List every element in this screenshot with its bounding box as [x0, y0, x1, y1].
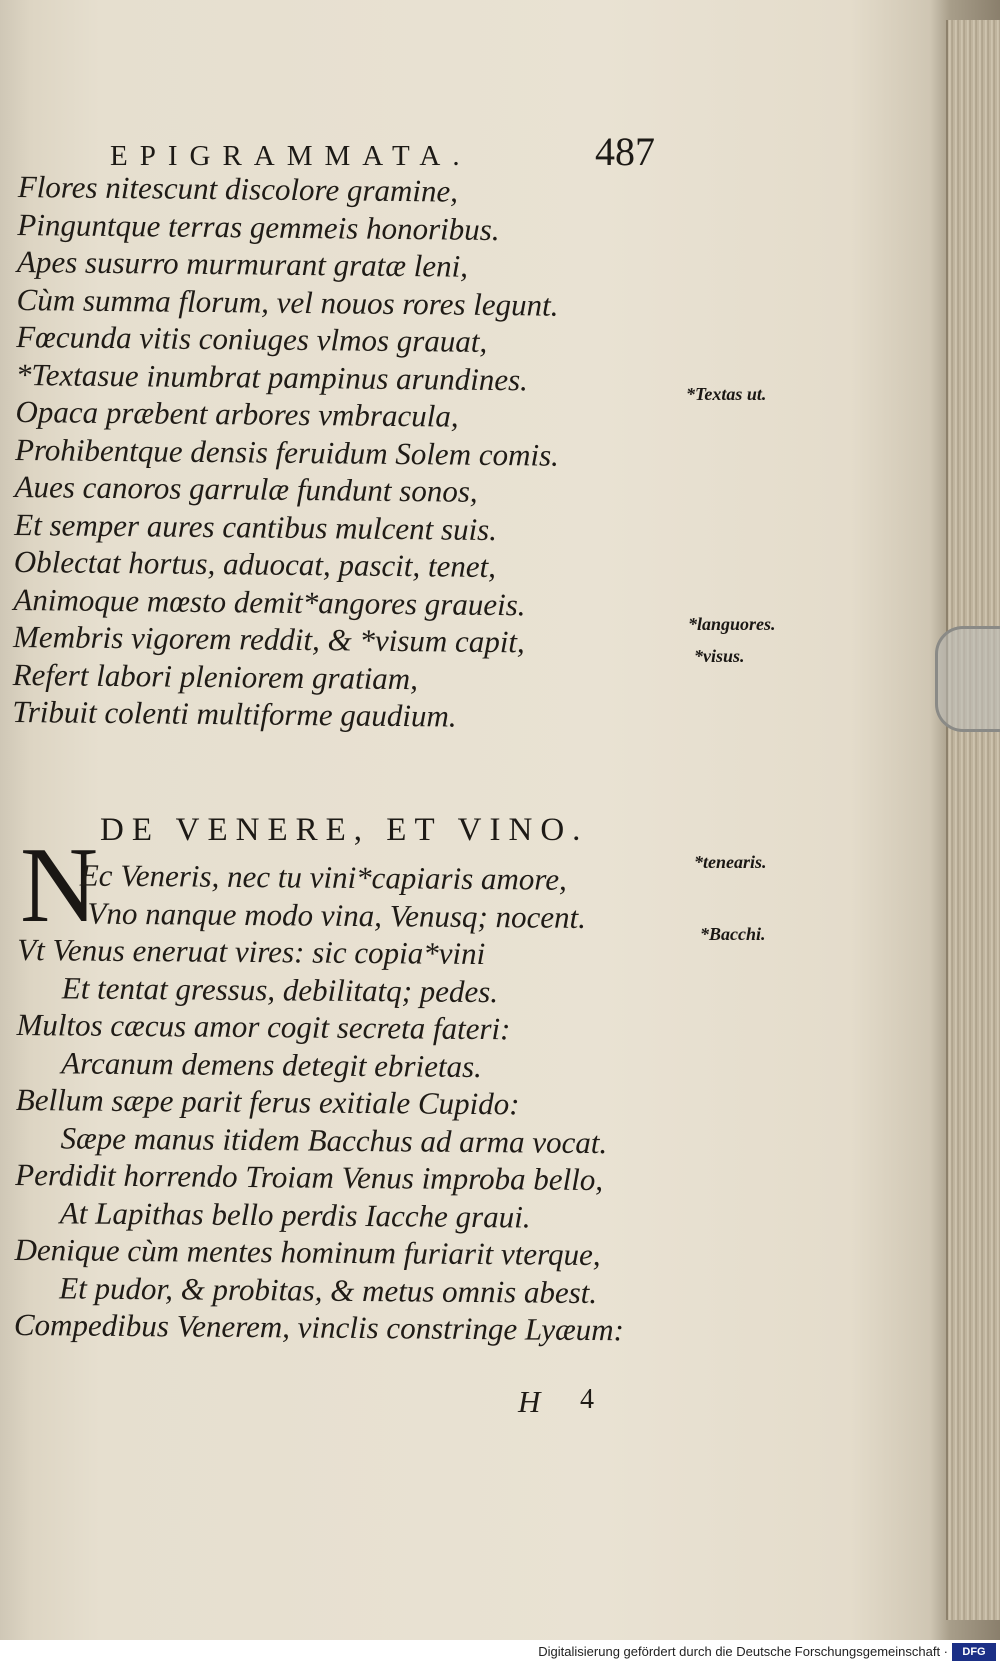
verse-line: Et tentat gressus, debilitatq; pedes.	[61, 969, 499, 1009]
book-clip	[935, 626, 1000, 732]
running-title: EPIGRAMMATA.	[110, 140, 472, 172]
verse-line: Prohibentque densis feruidum Solem comis.	[14, 431, 560, 473]
dfg-logo: DFG	[952, 1643, 996, 1661]
marginal-note: *tenearis.	[694, 852, 767, 872]
verse-line: Opaca præbent arbores vmbracula,	[15, 393, 459, 434]
marginal-note: *Bacchi.	[700, 924, 766, 944]
verse-line: Vno nanque modo vina, Venusq; nocent.	[87, 895, 587, 935]
verse-line: Flores nitescunt discolore gramine,	[17, 168, 459, 209]
verse-line: Multos cæcus amor cogit secreta fateri:	[16, 1006, 511, 1047]
verse-line: Bellum sæpe parit ferus exitiale Cupido:	[15, 1081, 520, 1122]
marginal-note: *languores.	[688, 614, 776, 634]
marginal-note: *visus.	[694, 646, 745, 666]
verse-line: Pinguntque terras gemmeis honoribus.	[17, 206, 500, 247]
verse-line: Cùm summa florum, vel nouos rores legunt.	[16, 281, 559, 323]
verse-line: At Lapithas bello perdis Iacche graui.	[59, 1194, 531, 1234]
page-number: 487	[595, 129, 655, 174]
catchword: H	[518, 1384, 541, 1419]
verse-line: *Textasue inumbrat pampinus arundines.	[15, 356, 529, 397]
verse-line: Et semper aures cantibus mulcent suis.	[14, 506, 498, 547]
verse-line: Compedibus Venerem, vinclis constringe Lyæum:	[13, 1306, 625, 1348]
poem-2	[14, 856, 678, 1349]
verse-line: Membris vigorem reddit, & *visum capit,	[12, 618, 525, 660]
page-edge	[946, 20, 1000, 1620]
drop-capital: N	[20, 826, 98, 945]
verse-line: Tribuit colenti multiforme gaudium.	[12, 693, 457, 734]
verse-line: Animoque mœsto demit*angores graueis.	[13, 581, 526, 622]
verse-line: Ec Veneris, nec tu vini*capiaris amore,	[79, 857, 567, 897]
verse-line: Vt Venus eneruat vires: sic copia*vini	[17, 931, 486, 972]
signature-mark: 4	[580, 1384, 594, 1415]
verse-line: Denique cùm mentes hominum furiarit vterque,	[14, 1231, 601, 1273]
verse-line: Arcanum demens detegit ebrietas.	[61, 1044, 483, 1084]
verse-line: Apes susurro murmurant gratæ leni,	[16, 243, 469, 284]
verse-line: Fœcunda vitis coniuges vlmos grauat,	[16, 318, 488, 359]
verse-line: Sæpe manus itidem Bacchus ad arma vocat.	[60, 1119, 608, 1160]
poem-2-title: DE VENERE, ET VINO.	[100, 812, 589, 848]
poem-1	[12, 168, 678, 737]
verse-line: Refert labori pleniorem gratiam,	[12, 656, 419, 696]
verse-line: Et pudor, & probitas, & metus omnis abest.	[59, 1269, 598, 1310]
verse-line: Oblectat hortus, aduocat, pascit, tenet,	[13, 543, 497, 585]
verse-line: Perdidit horrendo Troiam Venus improba bello,	[15, 1156, 604, 1198]
verse-line: Aues canoros garrulæ fundunt sonos,	[14, 468, 478, 509]
footer-bar	[0, 1640, 1000, 1666]
funding-credit: Digitalisierung gefördert durch die Deutsche Forschungsgemeinschaft ·	[538, 1644, 948, 1659]
marginal-note: *Textas ut.	[686, 384, 767, 404]
